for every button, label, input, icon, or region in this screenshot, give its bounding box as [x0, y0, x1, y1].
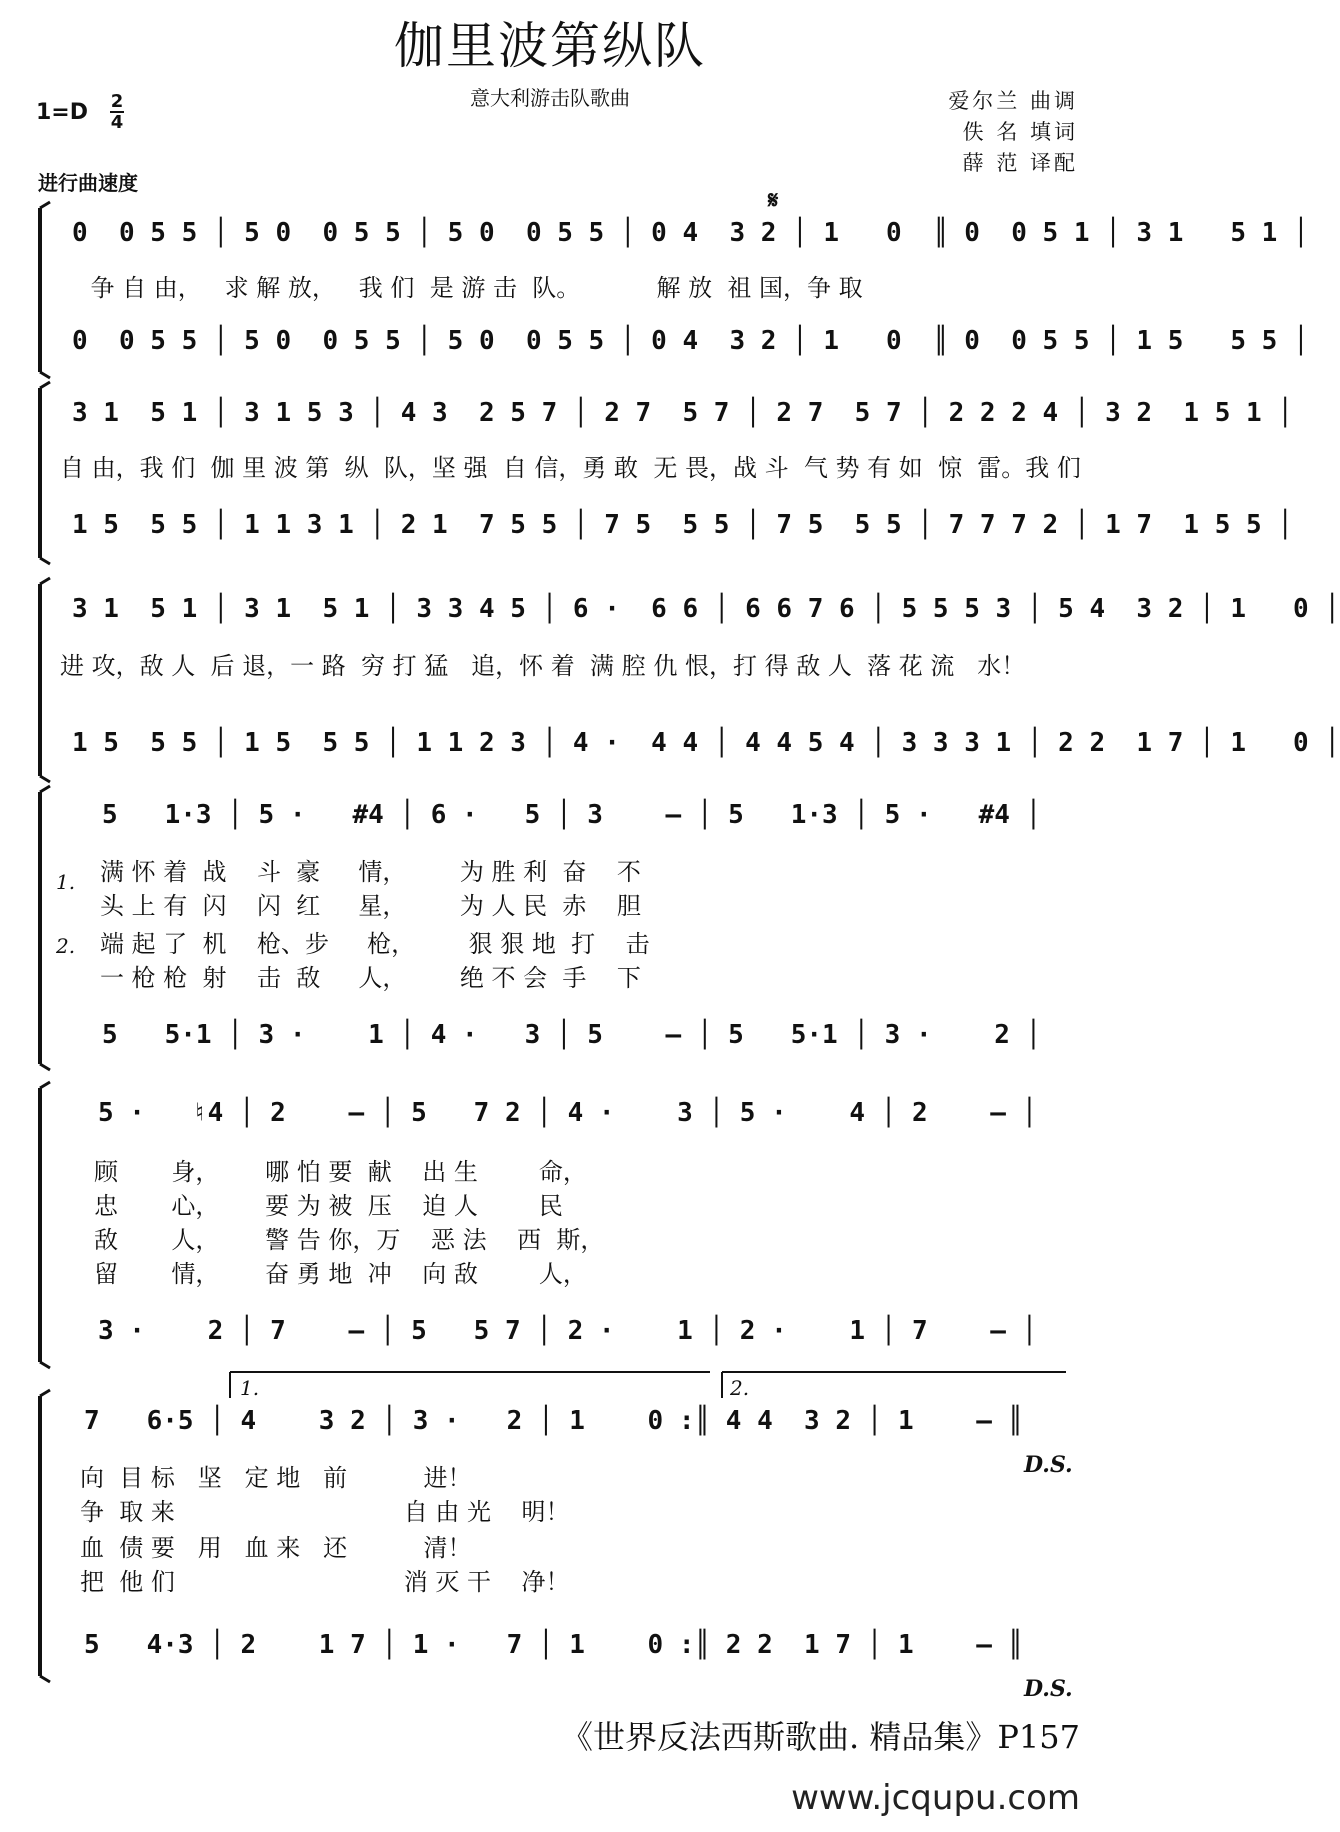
system-4-lower-notes: 5 5·1 │ 3 · 1 │ 4 · 3 │ 5 — │ 5 5·1 │ 3 · 2 │ — [102, 1020, 1042, 1050]
time-signature-top: 2 — [110, 91, 124, 112]
system-2-lyrics: 自 由，我 们 伽 里 波 第 纵 队，坚 强 自 信，勇 敢 无 畏，战 斗 气 势 有 如 惊 雷。我 们 — [60, 454, 1081, 482]
system-3-lower-notes: 1 5 5 5 │ 1 5 5 5 │ 1 1 2 3 │ 4 · 4 4 │ 4 4 5 4 │ 3 3 3 1 │ 2 2 1 7 │ 1 0 │ — [72, 728, 1340, 758]
system-6-upper-notes: 7 6·5 │ 4 3 2 │ 3 · 2 │ 1 0 :║ 4 4 3 2 │ 1 — ║ — [84, 1406, 1024, 1436]
ending-2-label: 2. — [730, 1376, 750, 1400]
ds-marking-upper: D.S. — [1024, 1452, 1073, 1478]
system-5-lyrics-line-1: 顾 身， 哪 怕 要 献 出 生 命， — [94, 1158, 587, 1186]
system-6-lyrics-line-3: 血 债 要 用 血 来 还 清！ — [80, 1534, 472, 1562]
system-6-bracket-bottom — [40, 1676, 50, 1682]
system-5-lyrics-line-2: 忠 心， 要 为 被 压 迫 人 民 — [94, 1192, 563, 1220]
system-6-lower-notes: 5 4·3 │ 2 1 7 │ 1 · 7 │ 1 0 :║ 2 2 1 7 │ 1 — ║ — [84, 1630, 1024, 1660]
system-4-lyrics-line-2: 头 上 有 闪 闪 红 星， 为 人 民 赤 胆 — [100, 892, 641, 920]
key-signature: 1=D — [36, 100, 89, 125]
system-5-lower-notes: 3 · 2 │ 7 — │ 5 5 7 │ 2 · 1 │ 2 · 1 │ 7 — │ — [98, 1316, 1038, 1346]
system-2-upper-notes: 3 1 5 1 │ 3 1 5 3 │ 4 3 2 5 7 │ 2 7 5 7 │ 2 7 5 7 │ 2 2 2 4 │ 3 2 1 5 1 │ — [72, 398, 1293, 428]
system-2-lower-notes: 1 5 5 5 │ 1 1 3 1 │ 2 1 7 5 5 │ 7 5 5 5 │ 7 5 5 5 │ 7 7 7 2 │ 1 7 1 5 5 │ — [72, 510, 1293, 540]
verse-label-2: 2. — [56, 934, 76, 958]
system-6-lyrics-line-2: 争 取 来 自 由 光 明！ — [80, 1498, 570, 1526]
credit-music: 爱尔兰 曲调 — [948, 89, 1078, 113]
system-4-bracket-top — [40, 786, 50, 792]
system-4-upper-notes: 5 1·3 │ 5 · #4 │ 6 · 5 │ 3 — │ 5 1·3 │ 5 · #4 │ — [102, 800, 1042, 830]
system-2-bracket-bottom — [40, 558, 50, 564]
system-5-bracket-bottom — [40, 1362, 50, 1368]
song-subtitle: 意大利游击队歌曲 — [470, 86, 630, 110]
system-1-upper-notes: 0 0 5 5 │ 5 0 0 5 5 │ 5 0 0 5 5 │ 0 4 3 2 │ 1 0 ║ 0 0 5 1 │ 3 1 5 1 │ — [72, 218, 1309, 248]
system-4-lyrics-line-3: 端 起 了 机 枪、步 枪， 狠 狠 地 打 击 — [100, 930, 650, 958]
system-3-upper-notes: 3 1 5 1 │ 3 1 5 1 │ 3 3 4 5 │ 6 · 6 6 │ 6 6 7 6 │ 5 5 5 3 │ 5 4 3 2 │ 1 0 │ — [72, 594, 1340, 624]
tempo-marking: 进行曲速度 — [38, 171, 138, 195]
system-5-upper-notes: 5 · ♮4 │ 2 — │ 5 7 2 │ 4 · 3 │ 5 · 4 │ 2 — │ — [98, 1098, 1038, 1128]
system-3-bracket-top — [40, 578, 50, 584]
system-1-bracket-bottom — [40, 372, 50, 378]
system-3-lyrics: 进 攻，敌 人 后 退，一 路 穷 打 猛 追，怀 着 满 腔 仇 恨，打 得 敌 人 落 花 流 水！ — [60, 652, 1026, 680]
system-1-lyrics: 争 自 由， 求 解 放， 我 们 是 游 击 队。 解 放 祖 国，争 取 — [60, 274, 863, 302]
system-5-bracket-top — [40, 1082, 50, 1088]
watermark-url: www.jcqupu.com — [791, 1778, 1080, 1818]
system-2-bracket-top — [40, 382, 50, 388]
source-citation: 《世界反法西斯歌曲. 精品集》P157 — [561, 1718, 1080, 1756]
system-5-lyrics-line-3: 敌 人， 警 告 你，万 恶 法 西 斯， — [94, 1226, 605, 1254]
time-signature-bottom: 4 — [110, 112, 124, 133]
ending-1-label: 1. — [240, 1376, 260, 1400]
system-6-bracket-top — [40, 1390, 50, 1396]
song-title: 伽里波第纵队 — [394, 17, 706, 75]
system-4-bracket-bottom — [40, 1064, 50, 1070]
ds-marking-lower: D.S. — [1024, 1676, 1073, 1702]
verse-label-1: 1. — [56, 870, 76, 894]
credit-translation: 薛 范 译配 — [962, 151, 1078, 175]
system-6-lyrics-line-1: 向 目 标 坚 定 地 前 进！ — [80, 1464, 472, 1492]
credit-lyrics: 佚 名 填词 — [962, 120, 1078, 144]
system-6-lyrics-line-4: 把 他 们 消 灭 干 净！ — [80, 1568, 570, 1596]
system-4-lyrics-line-4: 一 枪 枪 射 击 敌 人， 绝 不 会 手 下 — [100, 964, 641, 992]
system-5-lyrics-line-4: 留 情， 奋 勇 地 冲 向 敌 人， — [94, 1260, 587, 1288]
segno-icon: 𝄋 — [768, 186, 779, 214]
system-4-lyrics-line-1: 满 怀 着 战 斗 豪 情， 为 胜 利 奋 不 — [100, 858, 641, 886]
system-3-bracket-bottom — [40, 776, 50, 782]
system-1-bracket-top — [40, 202, 50, 208]
system-1-lower-notes: 0 0 5 5 │ 5 0 0 5 5 │ 5 0 0 5 5 │ 0 4 3 2 │ 1 0 ║ 0 0 5 5 │ 1 5 5 5 │ — [72, 326, 1309, 356]
